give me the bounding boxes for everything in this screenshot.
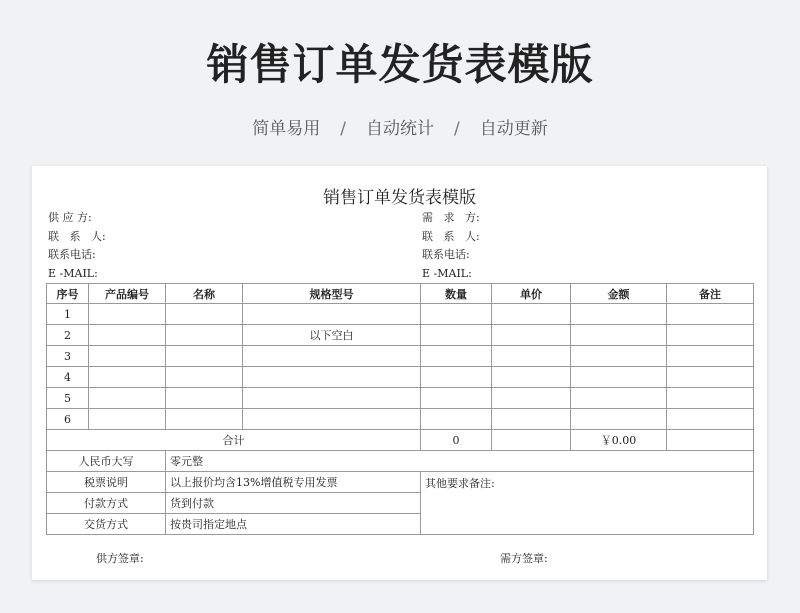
supplier-phone-label: 联系电话:	[48, 248, 96, 261]
cell-name[interactable]	[166, 325, 243, 346]
table-row	[47, 388, 754, 409]
table-row	[47, 367, 754, 388]
cell-quantity[interactable]	[421, 388, 492, 409]
cell-product-code[interactable]	[89, 346, 166, 367]
col-header-name: 名称	[166, 284, 243, 304]
cell-remark[interactable]	[667, 304, 754, 325]
cell-name[interactable]	[166, 388, 243, 409]
buyer-phone-label: 联系电话:	[422, 248, 470, 261]
tagline-auto-stats: 自动统计	[366, 119, 434, 139]
buyer-name-label: 需 求 方:	[422, 211, 480, 224]
order-sheet	[32, 166, 767, 580]
table-row	[47, 409, 754, 430]
cell-remark[interactable]	[667, 346, 754, 367]
sheet-title: 销售订单发货表模版	[323, 188, 476, 208]
buyer-signature-label: 需方签章:	[500, 552, 548, 565]
invoice-row	[47, 472, 754, 493]
rmb-uppercase-row	[47, 451, 754, 472]
total-label: 合计	[47, 430, 421, 451]
buyer-email-label: E -MAIL:	[422, 266, 472, 280]
tagline	[0, 114, 800, 139]
total-row	[47, 430, 754, 451]
delivery-value[interactable]: 按贵司指定地点	[166, 514, 421, 535]
cell-name[interactable]	[166, 304, 243, 325]
total-amount[interactable]: ￥0.00	[571, 430, 667, 451]
tagline-easy: 简单易用	[252, 119, 321, 139]
cell-amount[interactable]	[571, 409, 667, 430]
row-no[interactable]: 4	[47, 367, 89, 388]
cell-product-code[interactable]	[89, 304, 166, 325]
other-notes[interactable]: 其他要求备注:	[421, 472, 754, 535]
cell-unit-price[interactable]	[492, 325, 571, 346]
cell-spec[interactable]	[243, 304, 421, 325]
cell-quantity[interactable]	[421, 409, 492, 430]
rmb-uppercase-value[interactable]: 零元整	[166, 451, 754, 472]
buyer-contact-label: 联 系 人:	[422, 229, 480, 243]
cell-unit-price[interactable]	[492, 304, 571, 325]
cell-amount[interactable]	[571, 346, 667, 367]
rmb-uppercase-label: 人民币大写	[47, 451, 166, 472]
cell-name[interactable]	[166, 409, 243, 430]
payment-value[interactable]: 货到付款	[166, 493, 421, 514]
invoice-label: 税票说明	[47, 472, 166, 493]
cell-spec[interactable]	[243, 346, 421, 367]
row-no[interactable]: 6	[47, 409, 89, 430]
table-row	[47, 325, 754, 346]
cell-unit-price[interactable]	[492, 409, 571, 430]
cell-unit-price[interactable]	[492, 388, 571, 409]
cell-remark[interactable]	[667, 367, 754, 388]
supplier-signature-label: 供方签章:	[96, 552, 144, 565]
total-unit-price[interactable]	[492, 430, 571, 451]
tagline-separator: /	[340, 119, 346, 139]
row-no[interactable]: 3	[47, 346, 89, 367]
cell-amount[interactable]	[571, 304, 667, 325]
invoice-value[interactable]: 以上报价均含13%增值税专用发票	[166, 472, 421, 493]
supplier-name-label: 供 应 方:	[48, 211, 92, 224]
buyer-info	[422, 209, 480, 283]
cell-spec[interactable]	[243, 409, 421, 430]
cell-product-code[interactable]	[89, 388, 166, 409]
cell-amount[interactable]	[571, 325, 667, 346]
cell-spec[interactable]	[243, 367, 421, 388]
col-header-quantity: 数量	[421, 284, 492, 304]
delivery-label: 交货方式	[47, 514, 166, 535]
cell-amount[interactable]	[571, 367, 667, 388]
col-header-amount: 金额	[571, 284, 667, 304]
cell-spec[interactable]: 以下空白	[243, 325, 421, 346]
row-no[interactable]: 1	[47, 304, 89, 325]
cell-quantity[interactable]	[421, 367, 492, 388]
cell-remark[interactable]	[667, 388, 754, 409]
cell-name[interactable]	[166, 367, 243, 388]
cell-unit-price[interactable]	[492, 346, 571, 367]
cell-name[interactable]	[166, 346, 243, 367]
row-no[interactable]: 2	[47, 325, 89, 346]
cell-remark[interactable]	[667, 325, 754, 346]
supplier-info	[48, 209, 106, 283]
cell-quantity[interactable]	[421, 304, 492, 325]
row-no[interactable]: 5	[47, 388, 89, 409]
table-row	[47, 304, 754, 325]
tagline-separator: /	[454, 119, 460, 139]
cell-spec[interactable]	[243, 388, 421, 409]
cell-quantity[interactable]	[421, 325, 492, 346]
hero-title: 销售订单发货表模版	[206, 40, 594, 89]
cell-product-code[interactable]	[89, 325, 166, 346]
supplier-email-label: E -MAIL:	[48, 266, 98, 280]
col-header-remark: 备注	[667, 284, 754, 304]
cell-unit-price[interactable]	[492, 367, 571, 388]
tagline-auto-update: 自动更新	[479, 119, 548, 139]
cell-amount[interactable]	[571, 388, 667, 409]
cell-product-code[interactable]	[89, 409, 166, 430]
cell-product-code[interactable]	[89, 367, 166, 388]
table-header-row	[47, 284, 754, 304]
total-quantity[interactable]: 0	[421, 430, 492, 451]
cell-quantity[interactable]	[421, 346, 492, 367]
supplier-contact-label: 联 系 人:	[48, 229, 106, 243]
table-row	[47, 346, 754, 367]
col-header-no: 序号	[47, 284, 89, 304]
col-header-unit-price: 单价	[492, 284, 571, 304]
order-table	[46, 283, 754, 535]
cell-remark[interactable]	[667, 409, 754, 430]
total-remark[interactable]	[667, 430, 754, 451]
col-header-spec: 规格型号	[243, 284, 421, 304]
payment-label: 付款方式	[47, 493, 166, 514]
col-header-product-code: 产品编号	[89, 284, 166, 304]
